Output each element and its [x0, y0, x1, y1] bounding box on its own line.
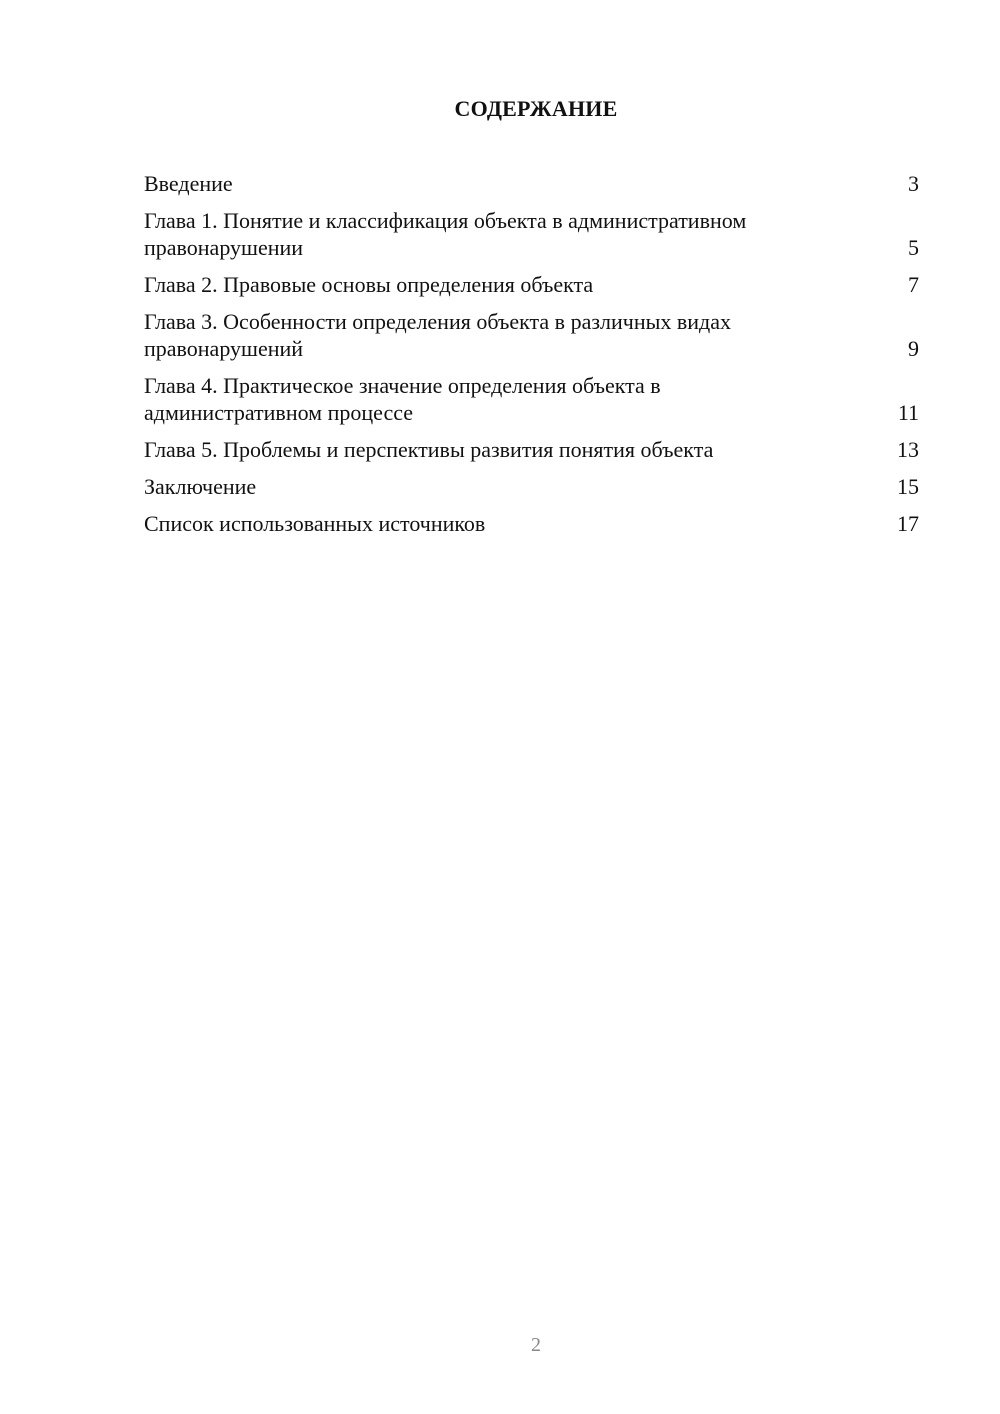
toc-entry	[144, 170, 919, 197]
toc-entry	[144, 372, 919, 426]
toc-entry-text: Глава 1. Понятие и классификация объекта в административном правонарушении	[144, 208, 747, 260]
page-number: 2	[531, 1334, 541, 1356]
toc-entry-page: 15	[897, 474, 919, 499]
toc-entry	[144, 271, 919, 298]
toc-entry	[144, 436, 919, 463]
toc-entry-page: 7	[908, 272, 919, 297]
toc-entry-text: Глава 4. Практическое значение определения объекта в административном процессе	[144, 373, 661, 425]
toc-entry-page: 17	[897, 511, 919, 536]
toc-entry-text: Глава 2. Правовые основы определения объекта	[144, 272, 594, 297]
toc-entry-page: 11	[897, 400, 919, 425]
toc-entry-page: 13	[897, 437, 919, 462]
table-of-contents	[144, 170, 919, 547]
toc-entry-page: 5	[908, 235, 919, 260]
page-title: СОДЕРЖАНИЕ	[454, 96, 618, 121]
toc-entry	[144, 473, 919, 500]
toc-entry	[144, 510, 919, 537]
toc-entry	[144, 308, 919, 362]
toc-entry-text: Глава 3. Особенности определения объекта в различных видах правонарушений	[144, 309, 732, 361]
toc-entry-text: Заключение	[144, 474, 257, 499]
toc-entry-page: 3	[908, 171, 919, 196]
toc-entry-text: Глава 5. Проблемы и перспективы развития понятия объекта	[144, 437, 714, 462]
toc-entry-text: Список использованных источников	[144, 511, 486, 536]
toc-entry-text: Введение	[144, 171, 233, 196]
toc-entry-page: 9	[908, 336, 919, 361]
toc-entry	[144, 207, 919, 261]
